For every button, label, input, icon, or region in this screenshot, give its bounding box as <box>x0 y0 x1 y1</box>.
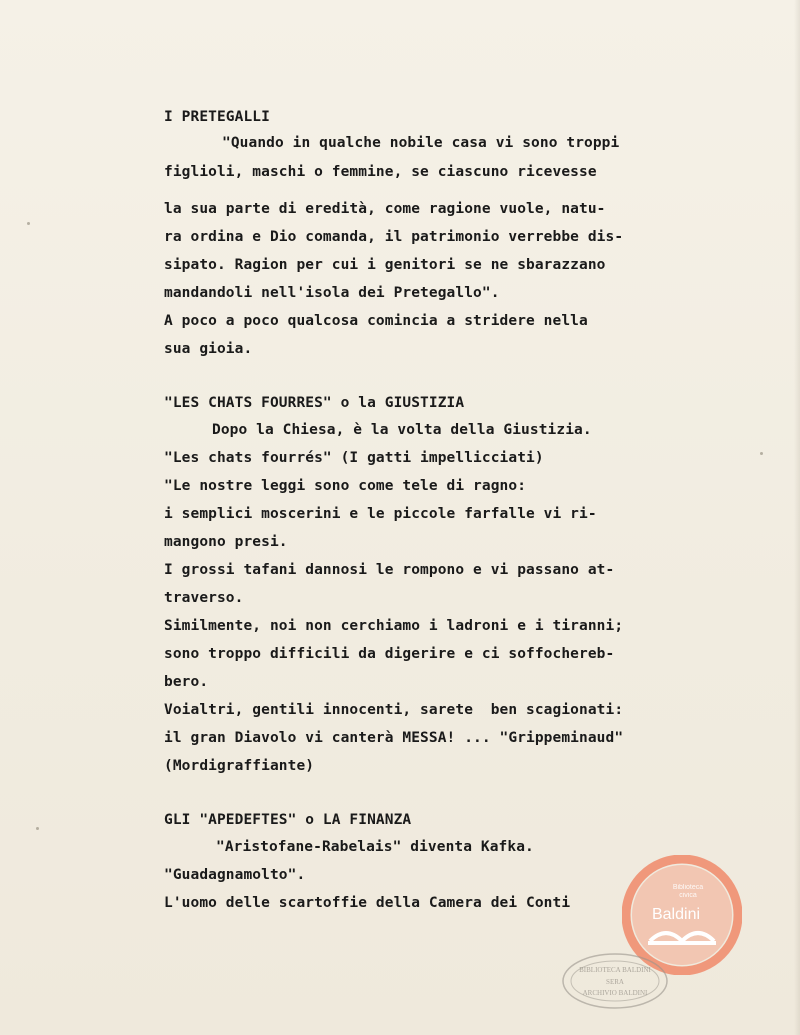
archive-stamp-mid: SERA <box>606 978 624 986</box>
text-line: "Les chats fourrés" (I gatti impellicciati) <box>164 450 544 466</box>
text-line: sono troppo difficili da digerire e ci soffochereb- <box>164 646 615 662</box>
paper-speck <box>36 827 39 830</box>
archive-stamp-bottom: ARCHIVIO BALDINI <box>582 989 648 997</box>
text-line: L'uomo delle scartoffie della Camera dei Conti <box>164 895 571 911</box>
heading-pretegalli: I PRETEGALLI <box>164 109 270 125</box>
text-line: "Quando in qualche nobile casa vi sono troppi <box>222 135 620 151</box>
text-line: ra ordina e Dio comanda, il patrimonio verrebbe dis- <box>164 229 624 245</box>
heading-apedeftes: GLI "APEDEFTES" o LA FINANZA <box>164 812 412 828</box>
text-line: sua gioia. <box>164 341 253 357</box>
paper-speck <box>760 452 763 455</box>
heading-chats-fourres: "LES CHATS FOURRES" o la GIUSTIZIA <box>164 395 465 411</box>
text-line: A poco a poco qualcosa comincia a stridere nella <box>164 313 588 329</box>
text-line: i semplici moscerini e le piccole farfalle vi ri- <box>164 506 597 522</box>
text-line: mangono presi. <box>164 534 288 550</box>
text-line: mandandoli nell'isola dei Pretegallo". <box>164 285 500 301</box>
archive-stamp-top: BIBLIOTECA BALDINI <box>579 966 651 974</box>
text-line: Voialtri, gentili innocenti, sarete ben scagionati: <box>164 702 624 718</box>
text-line: Similmente, noi non cerchiamo i ladroni e i tiranni; <box>164 618 624 634</box>
text-line: la sua parte di eredità, come ragione vuole, natu- <box>164 201 606 217</box>
text-line: sipato. Ragion per cui i genitori se ne sbarazzano <box>164 257 606 273</box>
text-line: Dopo la Chiesa, è la volta della Giustizia. <box>212 422 592 438</box>
paper-speck <box>27 222 30 225</box>
text-line: figlioli, maschi o femmine, se ciascuno ricevesse <box>164 164 597 180</box>
text-line: (Mordigraffiante) <box>164 758 315 774</box>
text-line: I grossi tafani dannosi le rompono e vi passano at- <box>164 562 615 578</box>
text-line: "Guadagnamolto". <box>164 867 306 883</box>
stamp-line1: Biblioteca <box>672 884 704 891</box>
text-line: "Aristofane-Rabelais" diventa Kafka. <box>216 839 534 855</box>
text-line: bero. <box>164 674 209 690</box>
archive-ink-stamp <box>560 950 670 1012</box>
stamp-brand: Baldini <box>651 906 701 923</box>
text-line: traverso. <box>164 590 244 606</box>
text-line: "Le nostre leggi sono come tele di ragno: <box>164 478 527 494</box>
stamp-line2: civica <box>679 892 697 899</box>
text-line: il gran Diavolo vi canterà MESSA! ... "Grippeminaud" <box>164 730 624 746</box>
